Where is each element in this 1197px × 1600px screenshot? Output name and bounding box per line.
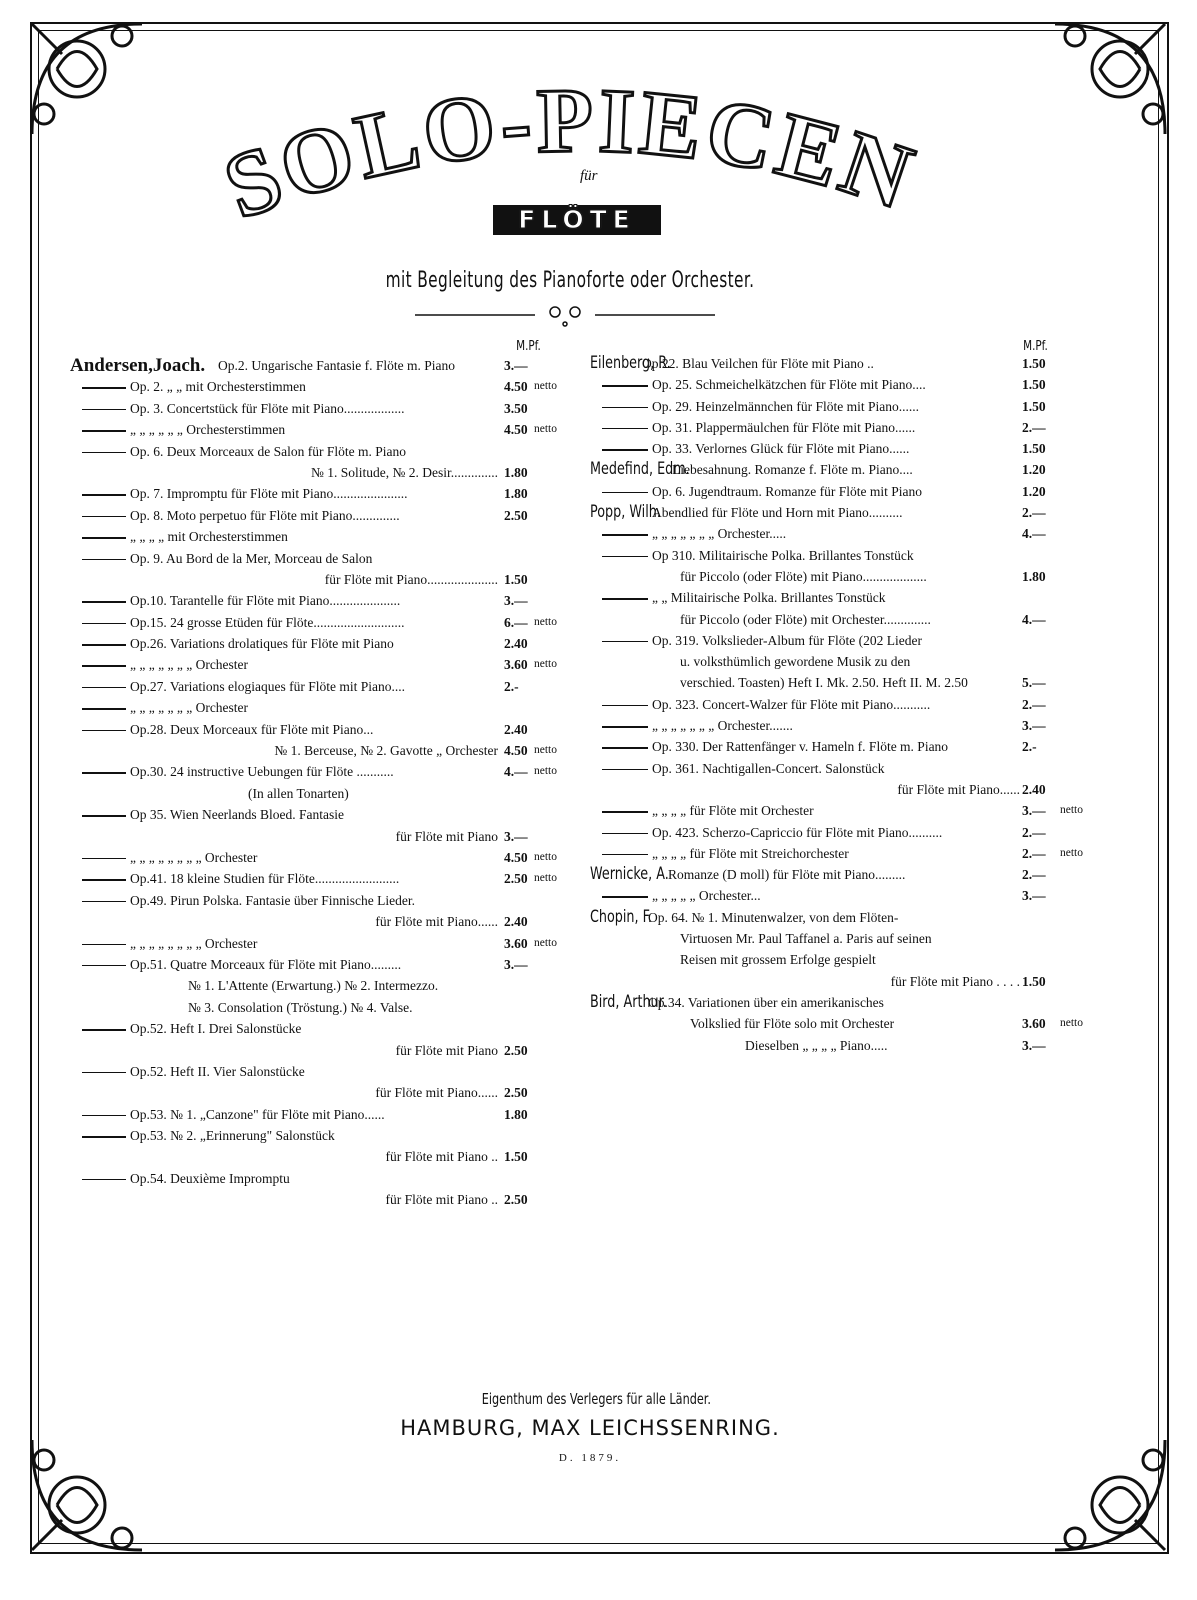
catalog-entry — [590, 545, 1100, 566]
catalog-entry — [68, 804, 578, 825]
catalog-entry — [68, 719, 578, 740]
catalog-entry — [68, 975, 578, 996]
catalog-entry — [590, 1013, 1100, 1034]
entry-price: 2.40 — [1022, 781, 1046, 797]
catalog-entry — [68, 441, 578, 462]
catalog-entry — [590, 587, 1100, 608]
entry-title: Op. 6. Deux Morceaux de Salon für Flöte m. Piano — [130, 443, 406, 459]
entry-price: 1.50 — [504, 571, 528, 587]
entry-title: „ „ „ „ „ „ „ „ Orchester — [130, 849, 258, 865]
entry-title: „ „ „ „ „ „ „ Orchester..... — [652, 526, 787, 542]
ditto-dash — [82, 494, 126, 496]
entry-title: Op.34. Variationen über ein amerikanisches — [648, 994, 884, 1010]
entry-price: 3.60 — [504, 657, 528, 673]
entry-title: Op.52. Heft I. Drei Salonstücke — [130, 1021, 302, 1037]
entry-title: Op.28. Deux Morceaux für Flöte mit Piano... — [130, 721, 374, 737]
catalog-entry — [68, 526, 578, 547]
entry-title: für Piccolo (oder Flöte) mit Orchester.............. — [680, 611, 931, 627]
catalog-entry — [68, 847, 578, 868]
corner-ornament-bottom-right — [1045, 1430, 1175, 1560]
entry-price: 1.50 — [1022, 441, 1046, 457]
entry-price: 2.40 — [504, 914, 528, 930]
catalog-column-left — [68, 339, 578, 1211]
ditto-dash — [602, 534, 648, 536]
entry-title: (In allen Tonarten) — [248, 785, 349, 801]
corner-ornament-bottom-left — [22, 1430, 152, 1560]
entry-title: Op. 9. Au Bord de la Mer, Morceau de Salon — [130, 550, 373, 566]
composer-name: Bird, Arthur. — [590, 991, 667, 1012]
subtitle: mit Begleitung des Pianoforte oder Orchester. — [385, 268, 755, 293]
entry-title: Op. 25. Schmeichelkätzchen für Flöte mit Piano.... — [652, 377, 926, 393]
entry-title: Op.2. Ungarische Fantasie f. Flöte m. Piano — [218, 358, 455, 373]
ditto-dash — [82, 1136, 126, 1138]
catalog-entry — [68, 783, 578, 804]
composer-name: Chopin, F. — [590, 906, 652, 927]
price-header: M.Pf. — [516, 339, 541, 354]
catalog-entry — [590, 694, 1100, 715]
entry-price: 6.— — [504, 614, 528, 630]
catalog-entry — [590, 396, 1100, 417]
price-header: M.Pf. — [1023, 339, 1048, 354]
entry-price: 4.50 — [504, 422, 528, 438]
entry-title: für Flöte mit Piano...... — [897, 781, 1020, 797]
entry-price: 3.60 — [1022, 1016, 1046, 1032]
entry-title: verschied. Toasten) Heft I. Mk. 2.50. Heft II. M. 2.50 — [680, 675, 968, 691]
composer-name: Eilenberg, R. — [590, 353, 671, 373]
entry-title: Op.54. Deuxième Impromptu — [130, 1170, 290, 1186]
catalog-entry — [68, 1082, 578, 1103]
catalog-entry — [590, 822, 1100, 843]
catalog-entry — [68, 462, 578, 483]
entry-title: „ „ Militairische Polka. Brillantes Tonstück — [652, 590, 886, 606]
catalog-entry — [590, 779, 1100, 800]
ditto-dash — [602, 407, 648, 409]
ditto-dash — [602, 833, 648, 835]
ditto-dash — [82, 623, 126, 625]
composer-name: Medefind, Edm. — [590, 459, 690, 480]
entry-title: Op. 31. Plappermäulchen für Flöte mit Piano...... — [652, 419, 916, 435]
entry-title: Op.26. Variations drolatiques für Flöte mit Piano — [130, 636, 394, 652]
ditto-dash — [82, 430, 126, 432]
entry-title: № 1. L'Attente (Erwartung.) № 2. Intermezzo. — [188, 978, 439, 994]
entry-title: Reisen mit grossem Erfolge gespielt — [680, 952, 876, 968]
entry-title: Volkslied für Flöte solo mit Orchester — [690, 1016, 895, 1032]
catalog-entry — [68, 890, 578, 911]
netto-label: netto — [534, 850, 557, 863]
entry-title: Op.22. Blau Veilchen für Flöte mit Piano .. — [642, 356, 874, 371]
ditto-dash — [82, 644, 126, 646]
entry-title: № 3. Consolation (Tröstung.) № 4. Valse. — [188, 999, 413, 1015]
ditto-dash — [82, 879, 126, 881]
ditto-dash — [82, 409, 126, 411]
catalog-entry — [590, 417, 1100, 438]
catalog-entry — [68, 1189, 578, 1210]
catalog-entry — [590, 438, 1100, 459]
entry-title: für Piccolo (oder Flöte) mit Piano................... — [680, 568, 927, 584]
entry-title: Op. 330. Der Rattenfänger v. Hameln f. Flöte m. Piano — [652, 739, 949, 755]
catalog-entry — [68, 911, 578, 932]
entry-title: Op.41. 18 kleine Studien für Flöte......................... — [130, 871, 400, 887]
entry-price: 3.— — [1022, 1037, 1046, 1053]
composer-name: Popp, Wilh. — [590, 502, 661, 523]
entry-price: 1.50 — [1022, 398, 1046, 414]
entry-title: u. volksthümlich gewordene Musik zu den — [680, 654, 911, 670]
netto-label: netto — [534, 658, 557, 671]
catalog-entry — [590, 523, 1100, 544]
catalog-entry — [590, 481, 1100, 502]
entry-price: 2.— — [1022, 505, 1046, 521]
publisher-imprint: HAMBURG, MAX LEICHSSENRING. — [400, 1416, 780, 1440]
entry-price: 1.20 — [1022, 483, 1046, 499]
entry-title: „ „ „ „ „ „ Orchesterstimmen — [130, 422, 286, 438]
catalog-entry — [590, 736, 1100, 757]
ditto-dash — [82, 537, 126, 539]
catalog-entry — [590, 609, 1100, 630]
entry-title: für Flöte mit Piano...... — [375, 914, 498, 930]
catalog-entry — [590, 907, 1100, 928]
entry-title: Op.53. № 1. „Canzone" für Flöte mit Piano...... — [130, 1106, 385, 1122]
ditto-dash — [602, 811, 648, 813]
entry-title: Op.10. Tarantelle für Flöte mit Piano..................... — [130, 593, 401, 609]
entry-title: № 1. Solitude, № 2. Desir.............. — [310, 464, 498, 480]
entry-title: Op 35. Wien Neerlands Bloed. Fantasie — [130, 807, 345, 823]
entry-price: 2.50 — [504, 871, 528, 887]
ditto-dash — [82, 901, 126, 903]
catalog-entry — [68, 1168, 578, 1189]
ditto-dash — [602, 556, 648, 558]
ditto-dash — [602, 726, 648, 728]
catalog-entry — [590, 864, 1100, 885]
entry-title: für Flöte mit Piano .. — [385, 1149, 498, 1165]
ditto-dash — [82, 815, 126, 817]
divider-ornament — [415, 300, 715, 330]
title-instrument: FLÖTE — [493, 205, 661, 235]
catalog-entry — [68, 355, 578, 376]
entry-price: 4.— — [504, 764, 528, 780]
entry-title: Op. 29. Heinzelmännchen für Flöte mit Piano...... — [652, 398, 919, 414]
ditto-dash — [602, 854, 648, 856]
ditto-dash — [602, 896, 648, 898]
entry-price: 1.50 — [504, 1149, 528, 1165]
entry-price: 3.— — [1022, 888, 1046, 904]
entry-price: 1.20 — [1022, 462, 1046, 478]
ditto-dash — [82, 387, 126, 389]
catalog-entry — [68, 1104, 578, 1125]
catalog-entry — [68, 933, 578, 954]
entry-price: 1.50 — [1022, 377, 1046, 393]
title-text: SOLO-PIECEN — [211, 85, 929, 235]
entry-price: 1.80 — [504, 1106, 528, 1122]
catalog-entry — [68, 954, 578, 975]
ditto-dash — [82, 965, 126, 967]
catalog-entry — [590, 949, 1100, 970]
entry-title: „ „ „ „ mit Orchesterstimmen — [130, 529, 288, 545]
catalog-entry — [68, 505, 578, 526]
catalog-entry — [68, 654, 578, 675]
netto-label: netto — [534, 765, 557, 778]
catalog-entry — [590, 459, 1100, 480]
entry-price: 3.— — [504, 956, 528, 972]
catalog-entry — [68, 676, 578, 697]
entry-title: „ „ „ „ „ „ „ Orchester — [130, 657, 249, 673]
entry-price: 2.— — [1022, 419, 1046, 435]
ditto-dash — [602, 428, 648, 430]
entry-price: 3.60 — [504, 935, 528, 951]
catalog-entry — [590, 715, 1100, 736]
entry-title: Op. 423. Scherzo-Capriccio für Flöte mit Piano.......... — [652, 824, 943, 840]
entry-title: für Flöte mit Piano . . . . — [890, 973, 1020, 989]
entry-price: 4.50 — [504, 743, 528, 759]
entry-title: „ „ „ „ „ „ „ Orchester — [130, 700, 249, 716]
catalog-entry — [590, 928, 1100, 949]
catalog-entry — [68, 590, 578, 611]
catalog-entry — [68, 548, 578, 569]
ditto-dash — [602, 385, 648, 387]
ditto-dash — [602, 641, 648, 643]
catalog-entry — [590, 800, 1100, 821]
entry-title: für Flöte mit Piano — [395, 1042, 498, 1058]
entry-price: 2.- — [1022, 739, 1037, 755]
netto-label: netto — [534, 615, 557, 628]
title-fuer: für — [580, 168, 598, 184]
catalog-entry — [68, 1146, 578, 1167]
catalog-entry — [68, 1125, 578, 1146]
entry-price: 3.50 — [504, 400, 528, 416]
ditto-dash — [82, 665, 126, 667]
entry-price: 3.— — [1022, 718, 1046, 734]
catalog-entry — [590, 758, 1100, 779]
entry-title: Op. 2. „ „ mit Orchesterstimmen — [130, 379, 306, 395]
catalog-entry — [68, 398, 578, 419]
netto-label: netto — [534, 936, 557, 949]
entry-title: Op. 361. Nachtigallen-Concert. Salonstück — [652, 760, 885, 776]
entry-price: 3.— — [1022, 803, 1046, 819]
ditto-dash — [82, 708, 126, 710]
entry-title: Op. 6. Jugendtraum. Romanze für Flöte mit Piano — [652, 483, 922, 499]
catalog-entry — [590, 374, 1100, 395]
rights-notice: Eigenthum des Verlegers für alle Länder. — [481, 1390, 711, 1408]
entry-price: 2.50 — [504, 507, 528, 523]
netto-label: netto — [534, 423, 557, 436]
ditto-dash — [82, 772, 126, 774]
catalog-entry — [590, 672, 1100, 693]
catalog-entry — [590, 566, 1100, 587]
plate-number: D. 1879. — [558, 1452, 622, 1464]
entry-title: Op 310. Militairische Polka. Brillantes Tonstück — [652, 547, 914, 563]
ditto-dash — [602, 769, 648, 771]
ditto-dash — [602, 598, 648, 600]
catalog-entry — [590, 992, 1100, 1013]
ditto-dash — [602, 449, 648, 451]
entry-price: 1.50 — [1022, 973, 1046, 989]
entry-title: Abendlied für Flöte und Horn mit Piano.......... — [652, 505, 903, 521]
catalog-entry — [590, 630, 1100, 651]
entry-title: Virtuosen Mr. Paul Taffanel a. Paris auf seinen — [680, 931, 932, 947]
catalog-entry — [68, 740, 578, 761]
netto-label: netto — [534, 872, 557, 885]
entry-title: Op. 323. Concert-Walzer für Flöte mit Piano........... — [652, 696, 931, 712]
ditto-dash — [82, 1072, 126, 1074]
ditto-dash — [82, 687, 126, 689]
entry-price: 2.— — [1022, 867, 1046, 883]
entry-title: für Flöte mit Piano — [395, 828, 498, 844]
entry-price: 2.40 — [504, 721, 528, 737]
catalog-entry — [68, 612, 578, 633]
entry-title: „ „ „ „ für Flöte mit Streichorchester — [652, 845, 849, 861]
ditto-dash — [82, 1179, 126, 1181]
entry-title: für Flöte mit Piano .. — [385, 1192, 498, 1208]
ditto-dash — [82, 516, 126, 518]
entry-price: 2.40 — [504, 636, 528, 652]
ditto-dash — [82, 559, 126, 561]
entry-title: Op. 3. Concertstück für Flöte mit Piano.................. — [130, 400, 405, 416]
catalog-entry — [68, 697, 578, 718]
composer-name: Andersen,Joach. — [70, 355, 206, 376]
entry-title: „ „ „ „ für Flöte mit Orchester — [652, 803, 814, 819]
entry-price: 3.— — [504, 828, 528, 844]
catalog-entry — [68, 1018, 578, 1039]
entry-price: 5.— — [1022, 675, 1046, 691]
catalog-entry — [590, 502, 1100, 523]
ditto-dash — [602, 747, 648, 749]
entry-price: 2.— — [1022, 696, 1046, 712]
netto-label: netto — [534, 380, 557, 393]
entry-title: Op.51. Quatre Morceaux für Flöte mit Piano......... — [130, 956, 402, 972]
entry-title: Op. 8. Moto perpetuo für Flöte mit Piano.............. — [130, 507, 400, 523]
catalog-entry — [590, 651, 1100, 672]
entry-price: 3.— — [504, 593, 528, 609]
catalog-entry — [68, 997, 578, 1018]
entry-title: Op.49. Pirun Polska. Fantasie über Finnische Lieder. — [130, 892, 415, 908]
entry-title: Dieselben „ „ „ „ Piano..... — [745, 1037, 888, 1053]
entry-price: 2.50 — [504, 1085, 528, 1101]
ditto-dash — [82, 858, 126, 860]
catalog-entry — [68, 376, 578, 397]
ditto-dash — [82, 452, 126, 454]
catalog-entry — [590, 353, 1100, 374]
ditto-dash — [602, 492, 648, 494]
entry-title: Op. 319. Volkslieder-Album für Flöte (202 Lieder — [652, 632, 922, 648]
entry-price: 4.— — [1022, 611, 1046, 627]
entry-title: „ „ „ „ „ „ „ „ Orchester — [130, 935, 258, 951]
entry-title: Op. 64. № 1. Minutenwalzer, von dem Flöten- — [648, 909, 899, 925]
entry-title: für Flöte mit Piano..................... — [324, 571, 498, 587]
catalog-entry — [590, 885, 1100, 906]
catalog-entry — [68, 1040, 578, 1061]
catalog-entry — [68, 569, 578, 590]
entry-title: Op.15. 24 grosse Etüden für Flöte........................... — [130, 614, 405, 630]
composer-name: Wernicke, A. — [590, 864, 669, 885]
entry-price: 2.50 — [504, 1042, 528, 1058]
netto-label: netto — [534, 744, 557, 757]
entry-price: 4.— — [1022, 526, 1046, 542]
catalog-entry — [590, 971, 1100, 992]
ditto-dash — [82, 1115, 126, 1117]
entry-title: № 1. Berceuse, № 2. Gavotte „ Orchester — [274, 743, 498, 759]
catalog-entry — [68, 868, 578, 889]
entry-price: 4.50 — [504, 379, 528, 395]
entry-price: 2.50 — [504, 1192, 528, 1208]
catalog-entry — [590, 843, 1100, 864]
entry-title: Op. 33. Verlornes Glück für Flöte mit Piano...... — [652, 441, 910, 457]
entry-price: 1.50 — [1022, 356, 1046, 371]
catalog-entry — [68, 1061, 578, 1082]
entry-title: „ „ „ „ „ Orchester... — [652, 888, 761, 904]
entry-title: „ „ „ „ „ „ „ Orchester....... — [652, 718, 793, 734]
entry-title: Op.53. № 2. „Erinnerung" Salonstück — [130, 1128, 335, 1144]
entry-price: 1.80 — [504, 486, 528, 502]
ditto-dash — [82, 1029, 126, 1031]
ditto-dash — [82, 601, 126, 603]
entry-price: 1.80 — [504, 464, 528, 480]
entry-price: 3.— — [504, 358, 528, 373]
ditto-dash — [82, 944, 126, 946]
netto-label: netto — [1060, 846, 1083, 859]
entry-title: Op. 7. Impromptu für Flöte mit Piano...................... — [130, 486, 408, 502]
entry-price: 1.80 — [1022, 568, 1046, 584]
catalog-entry — [68, 761, 578, 782]
entry-title: für Flöte mit Piano...... — [375, 1085, 498, 1101]
catalog-entry — [68, 826, 578, 847]
entry-title: Op.30. 24 instructive Uebungen für Flöte ........... — [130, 764, 394, 780]
entry-price: 2.— — [1022, 845, 1046, 861]
entry-title: Romanze (D moll) für Flöte mit Piano......... — [668, 867, 906, 883]
catalog-entry — [590, 1035, 1100, 1056]
ditto-dash — [602, 705, 648, 707]
entry-title: Op.27. Variations elogiaques für Flöte mit Piano.... — [130, 678, 405, 694]
ditto-dash — [82, 730, 126, 732]
catalog-column-right — [590, 339, 1100, 1056]
entry-title: Liebesahnung. Romanze f. Flöte m. Piano.... — [672, 462, 913, 478]
catalog-entry — [68, 483, 578, 504]
entry-title: Op.52. Heft II. Vier Salonstücke — [130, 1063, 305, 1079]
entry-price: 2.— — [1022, 824, 1046, 840]
catalog-entry — [68, 419, 578, 440]
entry-price: 2.- — [504, 678, 519, 694]
netto-label: netto — [1060, 1017, 1083, 1030]
catalog-entry — [68, 633, 578, 654]
entry-price: 4.50 — [504, 849, 528, 865]
netto-label: netto — [1060, 804, 1083, 817]
